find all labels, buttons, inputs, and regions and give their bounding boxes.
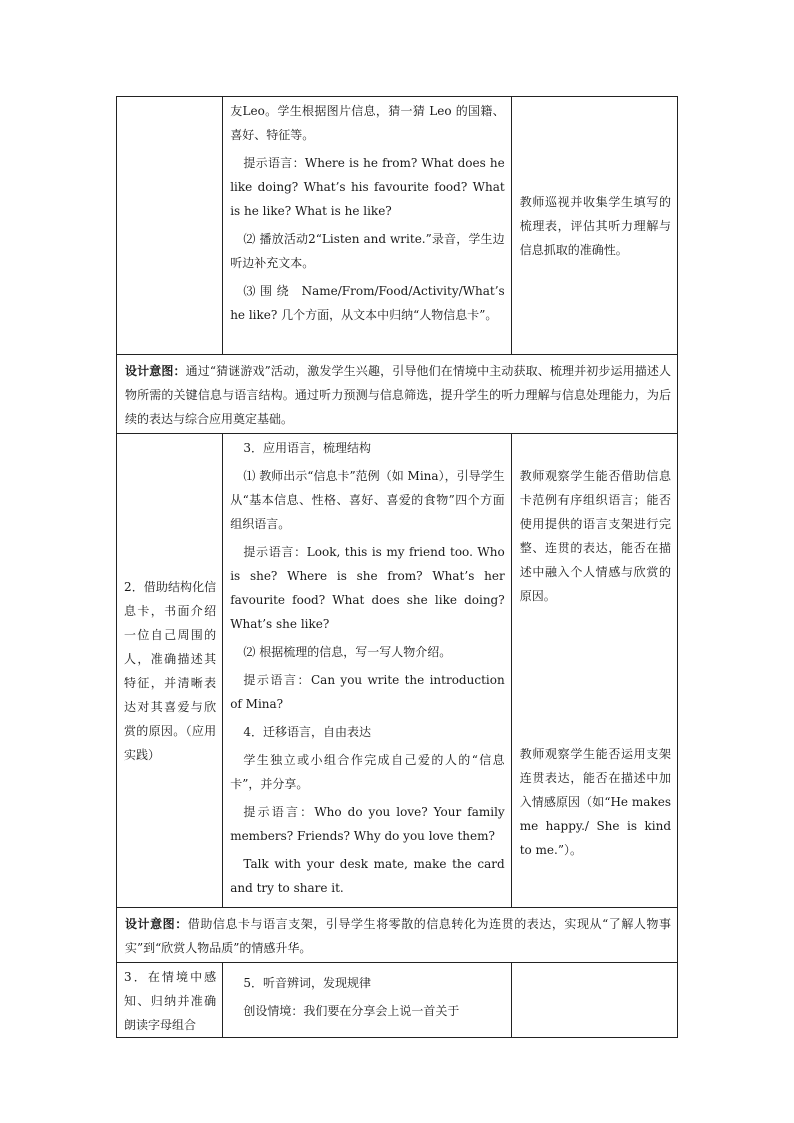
evaluation-text: 教师巡视并收集学生填写的梳理表，评估其听力理解与信息抓取的准确性。 — [519, 194, 671, 257]
prompt-language: 提示语言：Look, this is my friend too. Who is she? Where is she from? What’s her favourite food? What does she like doing? What’s she like? — [230, 545, 505, 631]
activity-text: 友Leo。学生根据图片信息，猜一猜 Leo 的国籍、喜好、特征等。 — [230, 104, 505, 142]
table-row — [117, 908, 678, 963]
evaluation-cell — [511, 963, 677, 1038]
objective-cell — [117, 97, 223, 355]
design-intent-text: 借助信息卡与语言支架，引导学生将零散的信息转化为连贯的表达，实现从“了解人物事实”到“欣赏人物品质”的情感升华。 — [125, 917, 671, 955]
design-intent-text: 通过“猜谜游戏”活动，激发学生兴趣，引导他们在情境中主动获取、梳理并初步运用描述人物所需的关键信息与语言结构。通过听力预测与信息筛选，提升学生的听力理解与信息处理能力，为后续的表达与综合应用奠定基础。 — [125, 364, 671, 426]
activity-text: ⑵ 根据梳理的信息，写一写人物介绍。 — [243, 645, 452, 659]
table-row — [117, 434, 678, 908]
table-row — [117, 355, 678, 434]
activity-cell — [223, 434, 512, 908]
prompt-language: 提示语言：Who do you love? Your family members? Friends? Why do you love them? — [230, 805, 505, 843]
prompt-language: 提示语言：Can you write the introduction of Mina? — [230, 673, 505, 711]
table-row — [117, 963, 678, 1038]
step-heading: 4．迁移语言，自由表达 — [243, 725, 372, 739]
prompt-language: 提示语言：Where is he from? What does he like doing? What’s his favourite food? What is he like? What is he like? — [230, 156, 505, 218]
evaluation-text: 教师观察学生能否借助信息卡范例有序组织语言；能否使用提供的语言支架进行完整、连贯的表达，能否在描述中融入个人情感与欣赏的原因。 — [519, 469, 671, 603]
design-intent-label: 设计意图： — [125, 364, 186, 378]
lesson-plan-table — [116, 96, 678, 1038]
step-heading: 5．听音辨词，发现规律 — [243, 976, 372, 990]
objective-text: 3．在情境中感知、归纳并准确朗读字母组合 — [124, 970, 217, 1032]
activity-text: ⑵ 播放活动2“Listen and write.”录音，学生边听边补充文本。 — [230, 232, 505, 270]
objective-cell — [117, 963, 223, 1038]
evaluation-cell — [511, 434, 677, 908]
activity-text: ⑶围绕 Name/From/Food/Activity/What’s he like? 几个方面，从文本中归纳“人物信息卡”。 — [230, 284, 505, 322]
objective-cell — [117, 434, 223, 908]
design-intent-label: 设计意图： — [125, 917, 188, 931]
activity-cell — [223, 963, 512, 1038]
evaluation-text: 教师观察学生能否运用支架连贯表达，能否在描述中加入情感原因（如“He makes me happy./ She is kind to me.”）。 — [519, 747, 671, 857]
activity-text: ⑴ 教师出示“信息卡”范例（如 Mina），引导学生从“基本信息、性格、喜好、喜爱的食物”四个方面组织语言。 — [230, 469, 505, 531]
evaluation-cell — [511, 97, 677, 355]
activity-text: 学生独立或小组合作完成自己爱的人的“信息卡”，并分享。 — [230, 753, 505, 791]
design-intent-cell — [117, 355, 678, 434]
design-intent-cell — [117, 908, 678, 963]
objective-text: 2．借助结构化信息卡，书面介绍一位自己周围的人，准确描述其特征，并清晰表达对其喜爱与欣赏的原因。（应用实践） — [124, 579, 217, 762]
activity-text: 创设情境：我们要在分享会上说一首关于 — [243, 1004, 460, 1018]
activity-text: Talk with your desk mate, make the card and try to share it. — [230, 857, 505, 895]
activity-cell — [223, 97, 512, 355]
table-row — [117, 97, 678, 355]
step-heading: 3．应用语言，梳理结构 — [243, 441, 372, 455]
